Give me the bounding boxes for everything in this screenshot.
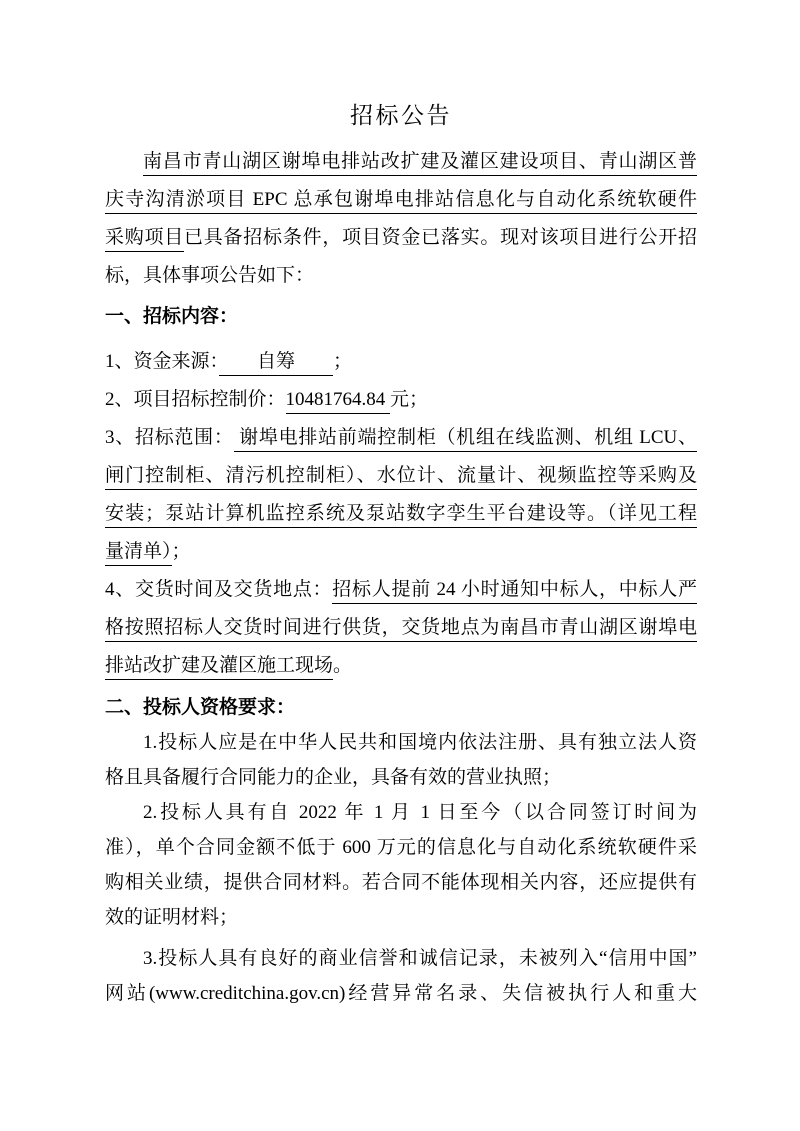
section2-para2 — [105, 795, 697, 935]
document-title: 招标公告 — [350, 103, 452, 128]
item4-line-3 — [105, 647, 697, 685]
underlined-text: 庆寺沟清淤项目 EPC 总承包谢埠电排站信息化与自动化系统软硬件 — [105, 189, 697, 214]
intro-line-1 — [105, 143, 697, 181]
underlined-blank: 自筹 — [219, 351, 333, 376]
para3-line-2 — [105, 976, 697, 1011]
intro-paragraph — [105, 143, 697, 295]
plain-text: 网站(www.creditchina.gov.cn)经营异常名录、失信被执行人和重大 — [105, 983, 697, 1004]
section2-para3 — [105, 941, 697, 1011]
plain-text: 元； — [390, 389, 429, 410]
intro-line-3 — [105, 219, 697, 257]
plain-text: 购相关业绩，提供合同材料。若合同不能体现相关内容，还应提供有 — [105, 872, 697, 893]
section1-item3 — [105, 419, 697, 571]
section1-item1 — [105, 343, 697, 381]
para1-line-1 — [105, 725, 697, 760]
plain-text: 。 — [333, 655, 353, 676]
item-label: 3、招标范围： — [105, 427, 234, 448]
plain-text: 格且具备履行合同能力的企业，具备有效的营业执照； — [105, 767, 562, 788]
plain-text: ； — [333, 351, 353, 372]
plain-text: 2.投标人具有自 2022 年 1 月 1 日至今（以合同签订时间为 — [143, 802, 697, 823]
plain-text: 已具备招标条件，项目资金已落实。现对该项目进行公开招 — [184, 227, 697, 248]
plain-text: 准），单个合同金额不低于 600 万元的信息化与自动化系统软硬件采 — [105, 837, 697, 858]
underlined-text: 格按照招标人交货时间进行供货，交货地点为南昌市青山湖区谢埠电 — [105, 617, 697, 642]
item4-line-2 — [105, 609, 697, 647]
underlined-text: 南昌市青山湖区谢埠电排站改扩建及灌区建设项目、青山湖区普 — [143, 151, 697, 176]
underlined-text: 安装；泵站计算机监控系统及泵站数字孪生平台建设等。（详见工程 — [105, 503, 697, 528]
section1-item2 — [105, 381, 697, 419]
item3-line-3 — [105, 495, 697, 533]
item3-line-2 — [105, 457, 697, 495]
section1-heading: 一、招标内容： — [105, 306, 239, 327]
item4-line-1 — [105, 571, 697, 609]
plain-text: 3.投标人具有良好的商业信誉和诚信记录，未被列入“信用中国” — [143, 948, 697, 969]
item3-line-4 — [105, 533, 697, 571]
section1-item4 — [105, 571, 697, 685]
intro-line-4 — [105, 257, 697, 295]
underlined-text: 谢埠电排站前端控制柜（机组在线监测、机组 LCU、 — [234, 427, 697, 452]
section2-heading: 二、投标人资格要求： — [105, 697, 296, 718]
underlined-text: 量清单） — [105, 541, 172, 566]
plain-text: 效的证明材料； — [105, 907, 239, 928]
underlined-text: 采购项目 — [105, 227, 184, 252]
underlined-text: 闸门控制柜、清污机控制柜）、水位计、流量计、视频监控等采购及 — [105, 465, 697, 490]
section2 — [105, 690, 697, 1011]
para3-line-1 — [105, 941, 697, 976]
item-label: 2、项目招标控制价： — [105, 389, 286, 410]
underlined-value: 10481764.84 — [286, 389, 391, 414]
plain-text: ； — [171, 541, 191, 562]
plain-text: 标，具体事项公告如下： — [105, 265, 315, 286]
document-content — [0, 101, 800, 1011]
para2-line-4 — [105, 900, 697, 935]
section2-para1 — [105, 725, 697, 795]
item3-line-1 — [105, 419, 697, 457]
para2-line-3 — [105, 865, 697, 900]
item-label: 1、资金来源： — [105, 351, 220, 372]
underlined-text: 排站改扩建及灌区施工现场 — [105, 655, 333, 680]
intro-line-2 — [105, 181, 697, 219]
para1-line-2 — [105, 760, 697, 795]
para2-line-2 — [105, 830, 697, 865]
para2-line-1 — [105, 795, 697, 830]
item-label: 4、交货时间及交货地点： — [105, 579, 333, 600]
plain-text: 1.投标人应是在中华人民共和国境内依法注册、具有独立法人资 — [143, 732, 697, 753]
underlined-text: 招标人提前 24 小时通知中标人，中标人严 — [332, 579, 697, 604]
